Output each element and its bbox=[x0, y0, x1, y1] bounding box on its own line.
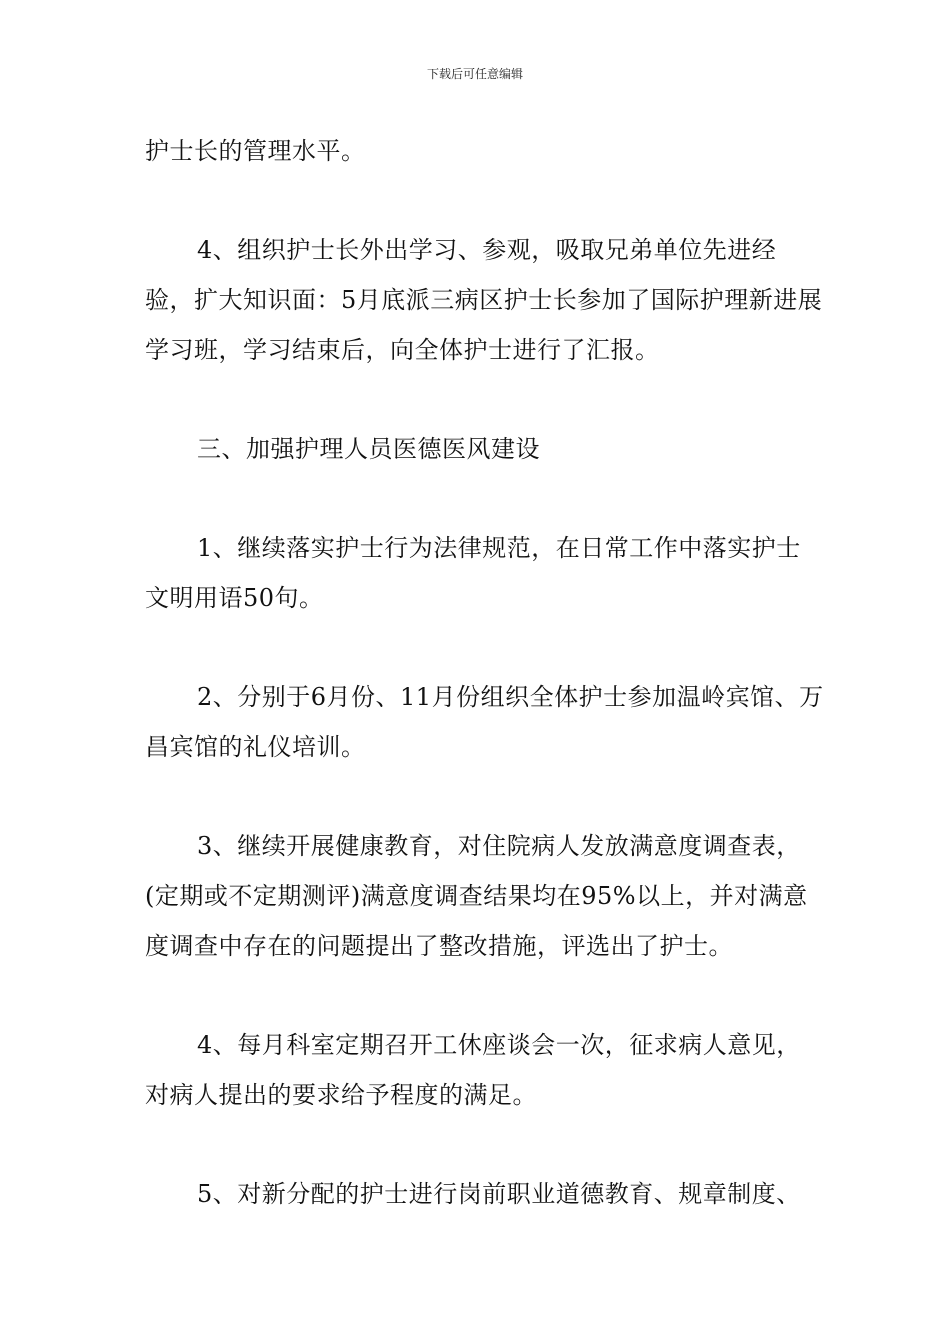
section-heading-3: 三、加强护理人员医德医风建设 bbox=[197, 435, 540, 463]
paragraph-item-4-meeting: 4、每月科室定期召开工休座谈会一次，征求病人意见，对病人提出的要求给予程度的满足。 bbox=[145, 1031, 801, 1109]
document-body bbox=[145, 126, 825, 1219]
paragraph-item-5-orientation: 5、对新分配的护士进行岗前职业道德教育、规章制度、 bbox=[197, 1180, 801, 1208]
paragraph-item-2-etiquette: 2、分别于6月份、11月份组织全体护士参加温岭宾馆、万昌宾馆的礼仪培训。 bbox=[145, 683, 824, 761]
paragraph-item-4-training: 4、组织护士长外出学习、参观，吸取兄弟单位先进经验，扩大知识面：5月底派三病区护士长参加了国际护理新进展学习班，学习结束后，向全体护士进行了汇报。 bbox=[145, 236, 823, 364]
paragraph-item-1-norms: 1、继续落实护士行为法律规范，在日常工作中落实护士文明用语50句。 bbox=[145, 534, 801, 612]
paragraph-continuation: 护士长的管理水平。 bbox=[145, 137, 366, 165]
paragraph-item-3-survey: 3、继续开展健康教育，对住院病人发放满意度调查表，(定期或不定期测评)满意度调查结果均在95%以上，并对满意度调查中存在的问题提出了整改措施，评选出了护士。 bbox=[145, 832, 808, 960]
page-header-note: 下载后可任意编辑 bbox=[426, 67, 523, 81]
